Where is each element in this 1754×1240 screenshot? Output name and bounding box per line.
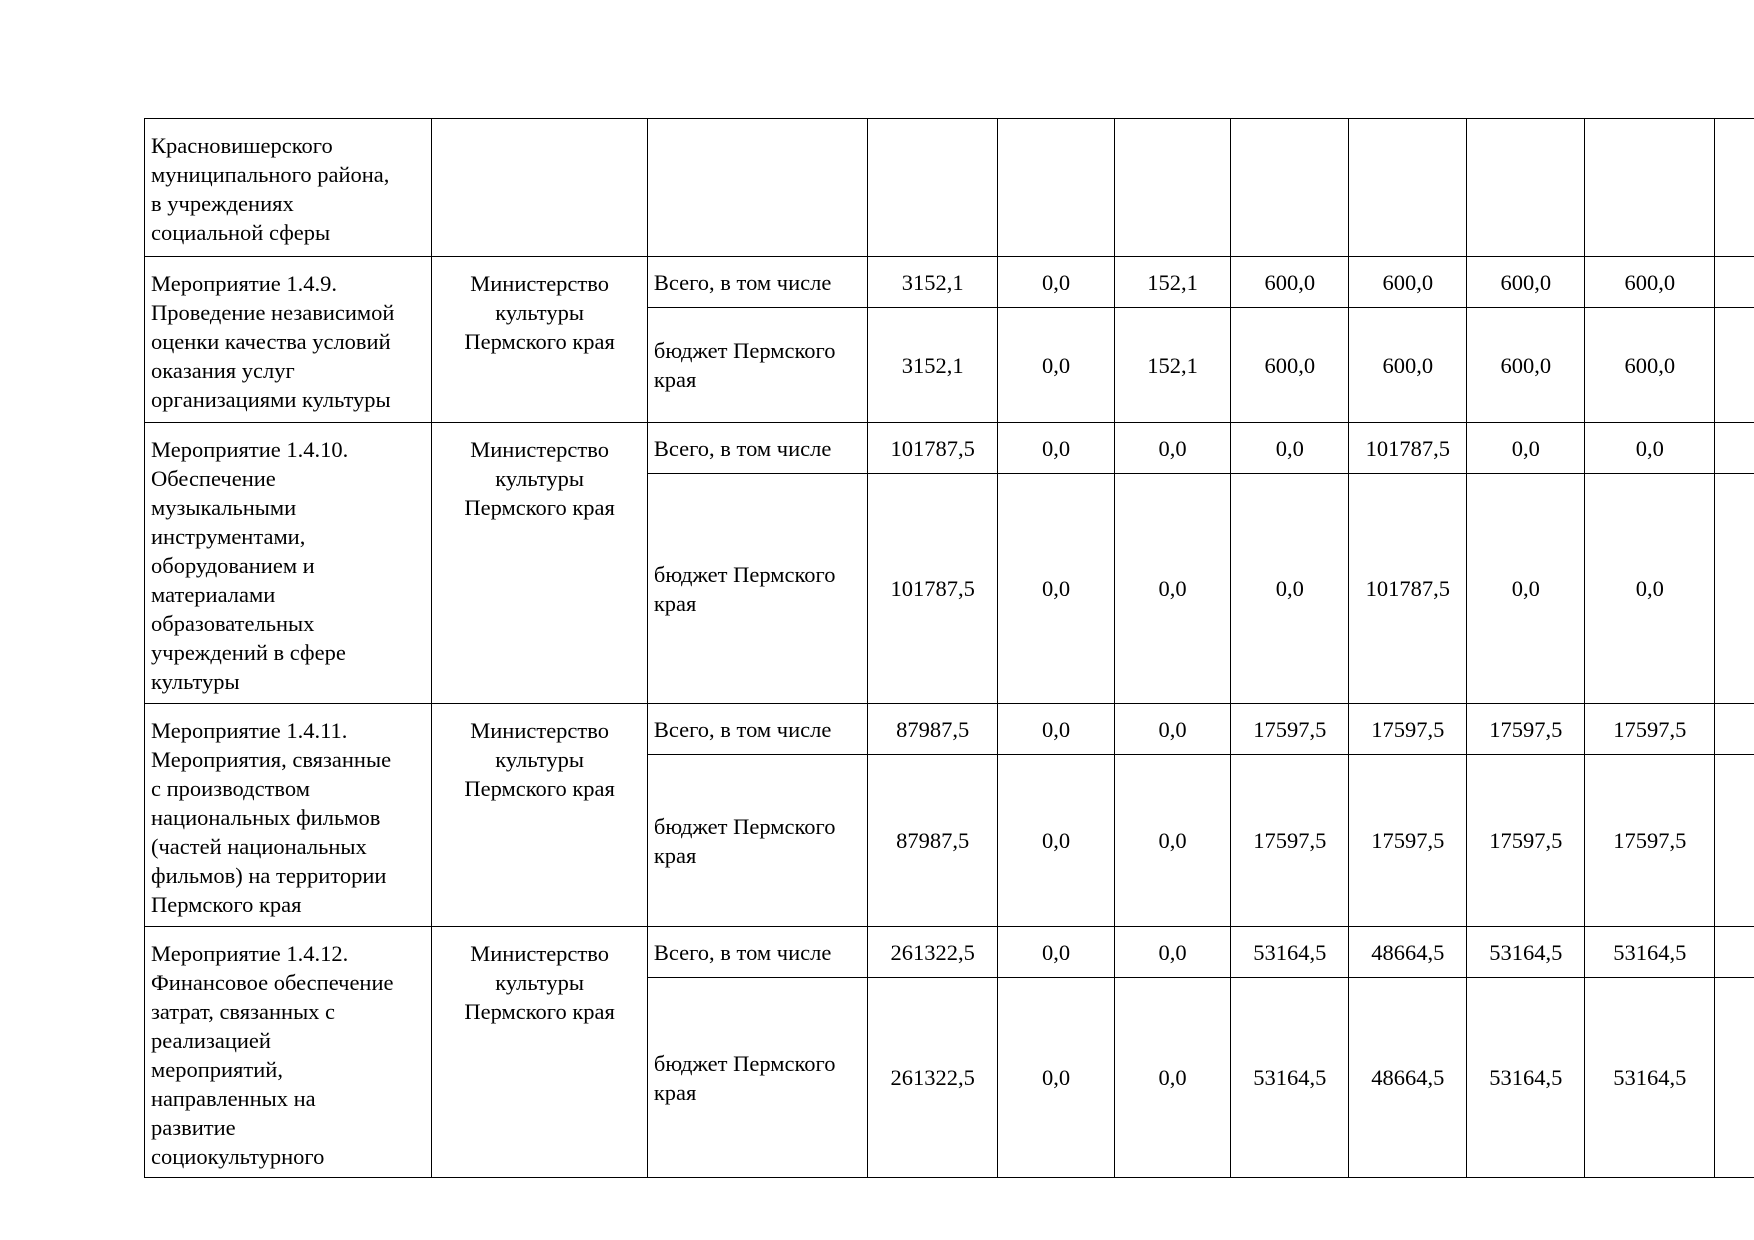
- amount-cell: 0,0: [1467, 423, 1585, 474]
- amount-cell: 600,0: [1231, 257, 1349, 308]
- truncated-cell: [1715, 978, 1754, 1178]
- funding-source: бюджет Пермского края: [647, 755, 867, 927]
- amount-cell: 0,0: [1114, 927, 1231, 978]
- amount-cell: 53164,5: [1585, 927, 1715, 978]
- activity-name: Мероприятие 1.4.11. Мероприятия, связанные с производством национальных фильмов (частей национальных фильмов) на территории Пермского края: [151, 718, 392, 917]
- amount-cell: 600,0: [1467, 257, 1585, 308]
- empty-cell: [432, 119, 648, 257]
- amount-cell: 53164,5: [1467, 978, 1585, 1178]
- amount-cell: 17597,5: [1231, 704, 1349, 755]
- amount-cell: 101787,5: [867, 474, 998, 704]
- continuation-name-cell: [145, 119, 432, 257]
- funding-source: Всего, в том числе: [647, 704, 867, 755]
- activity-total-row: [145, 704, 1754, 755]
- activity-executor-cell: [432, 423, 648, 704]
- amount-cell: 48664,5: [1349, 978, 1467, 1178]
- truncated-cell: [1715, 755, 1754, 927]
- amount-cell: 152,1: [1114, 308, 1231, 423]
- funding-source: бюджет Пермского края: [647, 474, 867, 704]
- truncated-cell: [1715, 927, 1754, 978]
- amount-cell: 3152,1: [867, 308, 998, 423]
- budget-table: [144, 118, 1754, 1178]
- amount-cell: 0,0: [998, 474, 1114, 704]
- activity-name-cell: [145, 257, 432, 423]
- amount-cell: 600,0: [1349, 257, 1467, 308]
- activity-executor: Министерство культуры Пермского края: [464, 941, 615, 1024]
- amount-cell: 17597,5: [1585, 755, 1715, 927]
- activity-name: Мероприятие 1.4.10. Обеспечение музыкальными инструментами, оборудованием и материалами образовательных учреждений в сфере культуры: [151, 437, 349, 694]
- truncated-cell: [1715, 474, 1754, 704]
- empty-cell: [1114, 119, 1231, 257]
- funding-source: Всего, в том числе: [647, 927, 867, 978]
- amount-cell: 0,0: [1114, 978, 1231, 1178]
- amount-cell: 600,0: [1585, 308, 1715, 423]
- activity-executor: Министерство культуры Пермского края: [464, 718, 615, 801]
- truncated-cell: [1715, 704, 1754, 755]
- amount-cell: 0,0: [998, 423, 1114, 474]
- amount-cell: 0,0: [998, 755, 1114, 927]
- funding-source: бюджет Пермского края: [647, 308, 867, 423]
- activity-name-cell: [145, 423, 432, 704]
- amount-cell: 0,0: [1114, 423, 1231, 474]
- amount-cell: 17597,5: [1231, 755, 1349, 927]
- empty-cell: [1467, 119, 1585, 257]
- activity-name-cell: [145, 927, 432, 1178]
- activity-executor-cell: [432, 927, 648, 1178]
- empty-cell: [647, 119, 867, 257]
- empty-cell: [1349, 119, 1467, 257]
- amount-cell: 600,0: [1349, 308, 1467, 423]
- amount-cell: 53164,5: [1585, 978, 1715, 1178]
- amount-cell: 17597,5: [1467, 704, 1585, 755]
- continuation-name: Красновишерского муниципального района, в учреждениях социальной сферы: [151, 133, 390, 245]
- amount-cell: 0,0: [1231, 423, 1349, 474]
- amount-cell: 600,0: [1467, 308, 1585, 423]
- amount-cell: 87987,5: [867, 755, 998, 927]
- amount-cell: 0,0: [1114, 755, 1231, 927]
- amount-cell: 48664,5: [1349, 927, 1467, 978]
- table-body: [145, 119, 1754, 1178]
- truncated-cell: [1715, 257, 1754, 308]
- amount-cell: 17597,5: [1467, 755, 1585, 927]
- amount-cell: 101787,5: [1349, 474, 1467, 704]
- activity-total-row: [145, 927, 1754, 978]
- amount-cell: 0,0: [1585, 423, 1715, 474]
- amount-cell: 600,0: [1231, 308, 1349, 423]
- amount-cell: 0,0: [998, 308, 1114, 423]
- activity-executor: Министерство культуры Пермского края: [464, 271, 615, 354]
- empty-cell: [1585, 119, 1715, 257]
- amount-cell: 600,0: [1585, 257, 1715, 308]
- empty-cell: [998, 119, 1114, 257]
- amount-cell: 0,0: [1585, 474, 1715, 704]
- activity-total-row: [145, 423, 1754, 474]
- truncated-cell: [1715, 308, 1754, 423]
- activity-name-cell: [145, 704, 432, 927]
- amount-cell: 101787,5: [1349, 423, 1467, 474]
- amount-cell: 53164,5: [1467, 927, 1585, 978]
- funding-source: бюджет Пермского края: [647, 978, 867, 1178]
- amount-cell: 17597,5: [1349, 704, 1467, 755]
- amount-cell: 53164,5: [1231, 978, 1349, 1178]
- truncated-cell: [1715, 119, 1754, 257]
- amount-cell: 0,0: [998, 257, 1114, 308]
- activity-executor-cell: [432, 257, 648, 423]
- activity-total-row: [145, 257, 1754, 308]
- activity-executor: Министерство культуры Пермского края: [464, 437, 615, 520]
- amount-cell: 17597,5: [1585, 704, 1715, 755]
- amount-cell: 0,0: [998, 927, 1114, 978]
- amount-cell: 0,0: [998, 704, 1114, 755]
- amount-cell: 53164,5: [1231, 927, 1349, 978]
- amount-cell: 87987,5: [867, 704, 998, 755]
- activity-executor-cell: [432, 704, 648, 927]
- funding-source: Всего, в том числе: [647, 257, 867, 308]
- amount-cell: 0,0: [1231, 474, 1349, 704]
- amount-cell: 261322,5: [867, 978, 998, 1178]
- amount-cell: 0,0: [998, 978, 1114, 1178]
- amount-cell: 0,0: [1467, 474, 1585, 704]
- continuation-row: [145, 119, 1754, 257]
- empty-cell: [867, 119, 998, 257]
- amount-cell: 3152,1: [867, 257, 998, 308]
- truncated-cell: [1715, 423, 1754, 474]
- amount-cell: 0,0: [1114, 474, 1231, 704]
- empty-cell: [1231, 119, 1349, 257]
- activity-name: Мероприятие 1.4.12. Финансовое обеспечение затрат, связанных с реализацией мероприятий, направленных на развитие социокультурного: [151, 941, 394, 1169]
- funding-source: Всего, в том числе: [647, 423, 867, 474]
- amount-cell: 101787,5: [867, 423, 998, 474]
- amount-cell: 261322,5: [867, 927, 998, 978]
- amount-cell: 17597,5: [1349, 755, 1467, 927]
- amount-cell: 152,1: [1114, 257, 1231, 308]
- activity-name: Мероприятие 1.4.9. Проведение независимой оценки качества условий оказания услуг организациями культуры: [151, 271, 395, 412]
- amount-cell: 0,0: [1114, 704, 1231, 755]
